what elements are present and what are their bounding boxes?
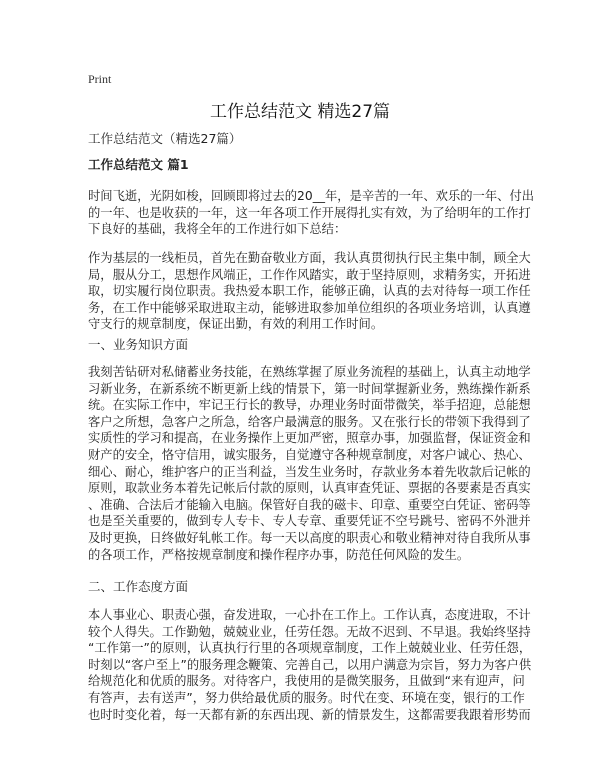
subheading: 二、工作态度方面 — [88, 579, 189, 594]
text-line: 原则，取款业务本着先记帐后付款的原则，认真审查凭证、票据的各要素是否真实 — [88, 481, 531, 496]
text-line: 务，在工作中能够采取进取主动，能够进取参加单位组织的各项业务培训，认真遵 — [88, 300, 531, 315]
text-line: 时间飞逝，光阴如梭，回顾即将过去的20__年，是辛苦的一年、欢乐的一年、付出 — [88, 189, 535, 203]
paragraph — [88, 364, 531, 563]
text-line: 也时时变化着，每一天都有新的东西出现、新的情景发生，这都需要我跟着形势而 — [88, 707, 531, 722]
text-line: 的一年、也是收获的一年，这一年各项工作开展得扎实有效，为了给明年的工作打 — [88, 205, 531, 220]
document-subtitle: 工作总结范文（精选27篇） — [88, 131, 242, 146]
text-line: 本人事业心、职责心强，奋发进取，一心扑在工作上。工作认真，态度进取，不计 — [88, 608, 531, 622]
text-line: 客户之所想，急客户之所急，给客户最满意的服务。又在张行长的带领下我得到了 — [88, 414, 531, 429]
text-line: 我刻苦钻研对私储蓄业务技能，在熟练掌握了原业务流程的基础上，认真主动地学 — [88, 365, 531, 379]
paragraph — [88, 607, 532, 723]
paragraph — [88, 188, 535, 238]
text-line: 作为基层的一线柜员，首先在勤奋敬业方面，我认真贯彻执行民主集中制，顾全大 — [88, 251, 531, 265]
text-line: 取，切实履行岗位职责。我热爱本职工作，能够正确，认真的去对待每一项工作任 — [88, 284, 531, 299]
document-title: 工作总结范文 精选27篇 — [209, 102, 391, 122]
text-line: 守支行的规章制度，保证出勤，有效的利用工作时间。 — [88, 317, 384, 332]
text-line: 财产的安全，恪守信用，诚实服务，自觉遵守各种规章制度，对客户诚心、热心、 — [88, 447, 531, 462]
text-line: 局，服从分工，思想作风端正，工作作风踏实，敢于坚持原则，求精务实，开拓进 — [88, 267, 531, 282]
section-heading: 工作总结范文 篇1 — [88, 157, 189, 172]
text-line: 有答声，去有送声”，努力供给最优质的服务。时代在变、环境在变，银行的工作 — [88, 690, 525, 705]
text-line: 实质性的学习和提高，在业务操作上更加严密，照章办事，加强监督，保证资金和 — [88, 431, 531, 446]
text-line: “工作第一”的原则，认真执行行里的各项规章制度，工作上兢兢业业、任劳任怨， — [88, 641, 532, 656]
text-line: 统。在实际工作中，牢记王行长的教导，办理业务时面带微笑，举手招迎，总能想 — [88, 398, 531, 413]
text-line: 也是至关重要的，做到专人专卡、专人专章、重要凭证不空号跳号、密码不外泄并 — [88, 514, 531, 529]
text-line: 、准确、合法后才能输入电脑。保管好自我的磁卡、印章、重要空白凭证、密码等 — [88, 497, 531, 512]
print-link[interactable]: Print — [88, 72, 112, 86]
text-line: 的各项工作，严格按规章制度和操作程序办事，防范任何风险的发生。 — [88, 547, 470, 562]
text-line: 细心、耐心，维护客户的正当利益，当发生业务时，存款业务本着先收款后记帐的 — [88, 464, 531, 479]
text-line: 较个人得失。工作勤勉，兢兢业业，任劳任怨。无故不迟到、不早退。我始终坚持 — [88, 624, 531, 639]
text-line: 下良好的基础，我将全年的工作进行如下总结： — [88, 222, 347, 237]
paragraph — [88, 250, 531, 333]
text-line: 给规范化和优质的服务。对待客户，我使用的是微笑服务，且做到“来有迎声，问 — [88, 674, 525, 689]
subheading: 一、业务知识方面 — [88, 337, 189, 352]
text-line: 及时更换，日终做好轧帐工作。每一天以高度的职责心和敬业精神对待自我所从事 — [88, 530, 531, 545]
text-line: 时刻以“客户至上”的服务理念鞭策、完善自己，以用户满意为宗旨，努力为客户供 — [88, 657, 532, 672]
text-line: 习新业务，在新系统不断更新上线的情景下，第一时间掌握新业务，熟练操作新系 — [88, 381, 531, 396]
